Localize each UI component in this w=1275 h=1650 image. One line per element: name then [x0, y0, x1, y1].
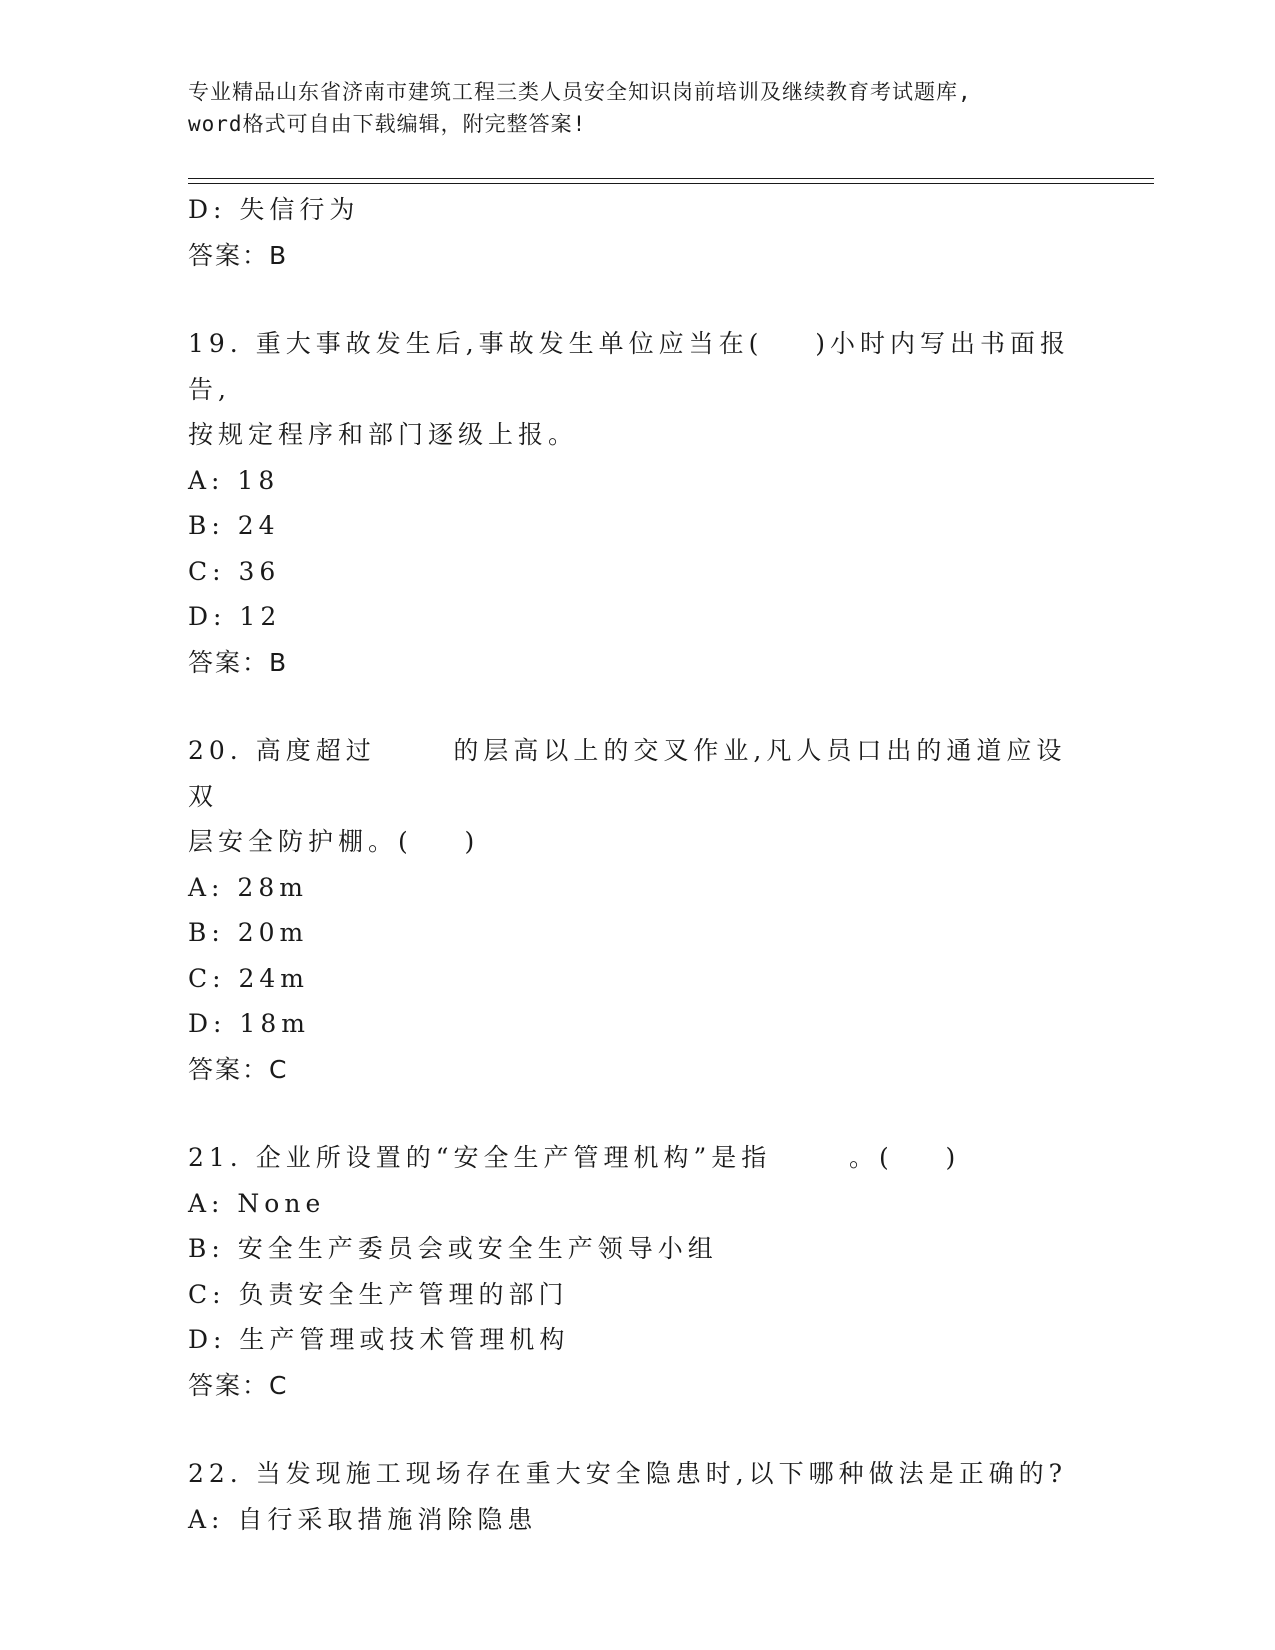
- question-stem-line: 层安全防护棚。( ): [188, 827, 480, 856]
- spacer: [188, 685, 1088, 728]
- answer-line: 答案：B: [188, 240, 289, 270]
- answer-line: 答案：B: [188, 647, 289, 677]
- spacer: [188, 1408, 1088, 1451]
- option-a: A: None: [188, 1188, 326, 1218]
- option-a: A: 自行采取措施消除隐患: [188, 1504, 538, 1534]
- question-21: [188, 1135, 1088, 1408]
- answer-line: 答案：C: [188, 1370, 289, 1400]
- option-c: C: 24m: [188, 963, 310, 993]
- option-a: A: 28m: [188, 872, 308, 902]
- option-b: B: 安全生产委员会或安全生产领导小组: [188, 1234, 718, 1263]
- option-a: A: 18: [188, 465, 280, 495]
- option-b: B: 20m: [188, 918, 309, 947]
- question-19: [188, 321, 1088, 685]
- answer-line: 答案：C: [188, 1054, 289, 1084]
- question-list: [188, 187, 1088, 1542]
- header-divider: [188, 178, 1154, 184]
- spacer: [188, 278, 1088, 321]
- question-stem-line: 20. 高度超过 的层高以上的交叉作业,凡人员口出的通道应设双: [188, 736, 1067, 811]
- document-header: [188, 76, 1088, 140]
- question-stem-line: 19. 重大事故发生后,事故发生单位应当在( )小时内写出书面报告,: [188, 329, 1070, 404]
- question-22: [188, 1451, 1088, 1542]
- option-d: D: 生产管理或技术管理机构: [188, 1325, 570, 1354]
- option-c: C: 36: [188, 556, 281, 586]
- header-title-line-2: word格式可自由下载编辑，附完整答案!: [188, 112, 587, 136]
- spacer: [188, 1092, 1088, 1135]
- question-stem-line: 按规定程序和部门逐级上报。: [188, 420, 579, 449]
- header-title-line-1: 专业精品山东省济南市建筑工程三类人员安全知识岗前培训及继续教育考试题库,: [188, 80, 972, 104]
- question-20: [188, 728, 1088, 1092]
- previous-question-tail: [188, 187, 1088, 278]
- option-d: D: 失信行为: [188, 195, 360, 224]
- question-stem-line: 22. 当发现施工现场存在重大安全隐患时,以下哪种做法是正确的?: [188, 1459, 1068, 1488]
- option-b: B: 24: [188, 511, 280, 540]
- option-d: D: 12: [188, 602, 282, 631]
- question-stem-line: 21. 企业所设置的“安全生产管理机构”是指 。( ): [188, 1143, 961, 1172]
- option-d: D: 18m: [188, 1009, 310, 1038]
- option-c: C: 负责安全生产管理的部门: [188, 1279, 569, 1309]
